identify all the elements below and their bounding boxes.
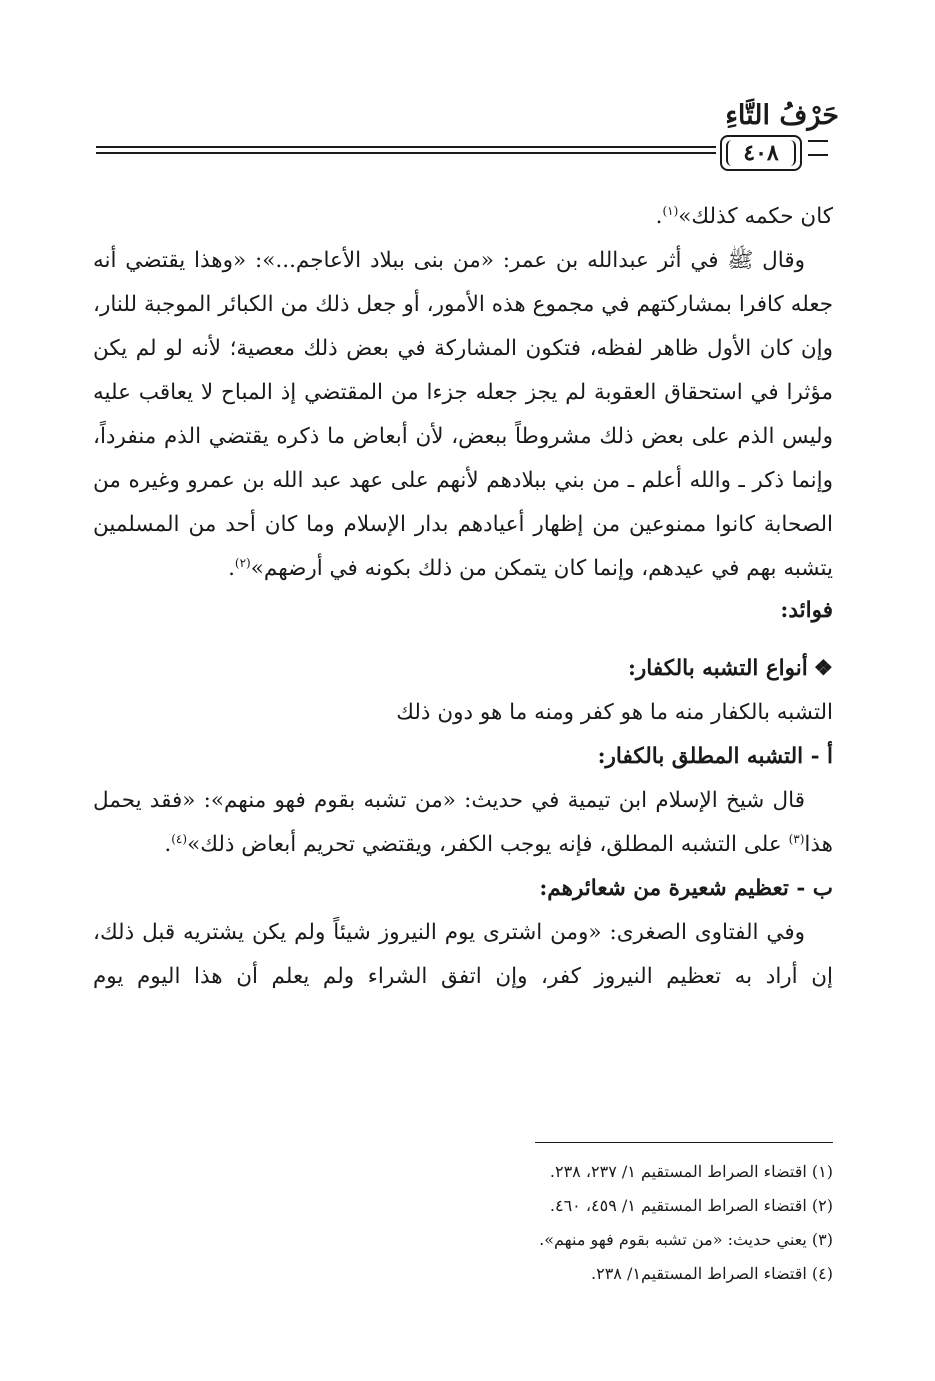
footnote-ref: (٣) [788,831,805,846]
paragraph-continuation [93,195,833,239]
footnote-2: (٢) اقتضاء الصراط المستقيم ١/ ٤٥٩، ٤٦٠. [549,1196,833,1215]
footnote-ref: (١) [662,203,679,218]
subsection-a-heading: أ - التشبه المطلق بالكفار: [597,744,833,769]
footnote-ref: (٤) [171,831,188,846]
paragraph-text: قال شيخ الإسلام ابن تيمية في حديث: «من تشبه بقوم فهو منهم»: «فقد يحمل هذا [93,788,833,857]
paragraph-ibn-taymiyya [93,779,833,867]
header-rule-left-second [96,152,716,154]
subsection-b-heading: ب - تعظيم شعيرة من شعائرهم: [539,876,833,901]
footnote-separator [535,1142,833,1143]
section-heading-text: أنواع التشبه بالكفار: [627,656,808,681]
paragraph-quote [93,239,833,591]
paragraph-fatawa: وفي الفتاوى الصغرى: «ومن اشترى يوم النيروز شيئاً ولم يكن يشتريه قبل ذلك، إن أراد به تعظيم النيروز كفر، وإن اتفق الشراء ولم يعلم أن هذا اليوم يوم [93,920,833,989]
footnote-ref: (٢) [234,555,251,570]
paragraph-text: كان حكمه كذلك» [678,204,833,229]
paragraph-end: . [655,204,663,229]
footnotes [333,1155,833,1291]
header-rule-left [96,146,716,148]
diamond-bullet-icon: ❖ [813,656,833,681]
footnote-1: (١) اقتضاء الصراط المستقيم ١/ ٢٣٧، ٢٣٨. [549,1162,833,1181]
section-heading [93,647,833,691]
footnote-3: (٣) يعني حديث: «من تشبه بقوم فهو منهم». [539,1230,833,1249]
page-number-box [720,135,802,171]
paragraph-text: على التشبه المطلق، فإنه يوجب الكفر، ويقتضي تحريم أبعاض ذلك» [187,832,789,857]
main-text [93,195,833,999]
page-number: ٤٠٨ [743,140,779,166]
header-equal-mark [808,140,828,156]
paragraph-end: . [228,556,235,581]
paragraph-text: وقال ﷺ في أثر عبدالله بن عمر: «من بنى ببلاد الأعاجم...»: «وهذا يقتضي أنه جعله كافرا بمشاركتهم في مجموع هذه الأمور، أو جعل ذلك من الكبائر الموجبة للنار، وإن كان الأول ظاهر لفظه، فتكون المشاركة في بعض ذلك معصية؛ لأنه لو لم يكن مؤثرا في استحقاق العقوبة لم يجز جعله جزءا من المقتضي إذ المباح لا يعاقب عليه وليس الذم على بعض ذلك مشروطاً ببعض، لأن أبعاض ما ذكره يقتضي الذم منفرداً، وإنما ذكر ـ والله أعلم ـ من بني ببلادهم لأنهم على عهد عبد الله بن عمرو وغيره من الصحابة كانوا ممنوعين من إظهار أعيادهم بدار الإسلام وما كان أحد من المسلمين يتشبه بهم في عيدهم، وإنما كان يتمكن من ذلك بكونه في أرضهم» [93,248,833,581]
section-intro: التشبه بالكفار منه ما هو كفر ومنه ما هو دون ذلك [396,700,833,725]
fawaid-heading: فوائد: [780,598,833,623]
running-head: حَرْفُ التَّاءِ [725,100,839,131]
footnote-4: (٤) اقتضاء الصراط المستقيم١/ ٢٣٨. [591,1264,833,1283]
paragraph-end: . [164,832,172,857]
